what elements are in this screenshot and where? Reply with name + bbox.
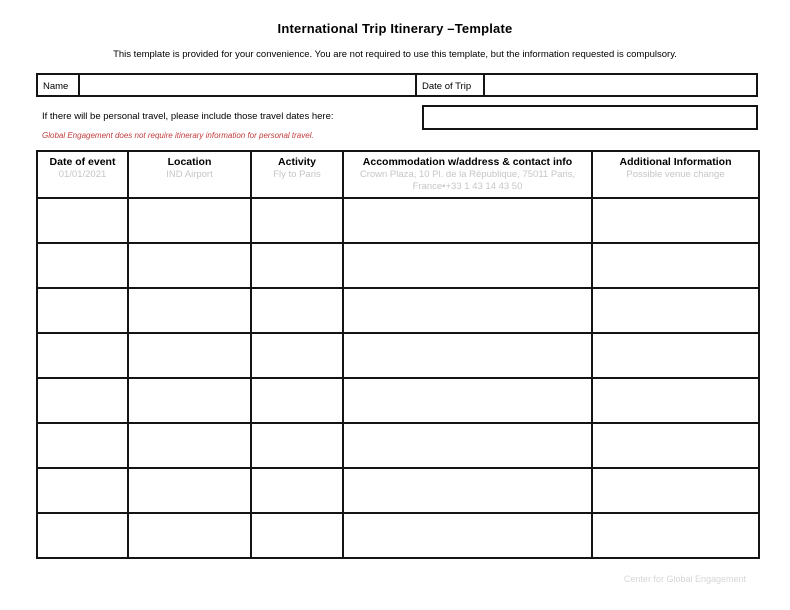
column-header: Activity <box>278 156 316 168</box>
table-cell[interactable] <box>251 243 343 288</box>
table-row <box>37 468 759 513</box>
itinerary-table-body <box>37 151 759 558</box>
page-subtitle: This template is provided for your convenience. You are not required to use this template, but the information requested is compulsory. <box>113 49 677 60</box>
header-cell <box>128 151 251 198</box>
table-cell[interactable] <box>37 288 128 333</box>
table-cell[interactable] <box>37 423 128 468</box>
table-cell[interactable] <box>343 468 592 513</box>
table-cell[interactable] <box>343 333 592 378</box>
example-text: 01/01/2021 <box>58 169 107 180</box>
date-of-trip-field[interactable] <box>485 75 756 95</box>
table-header-row <box>37 151 759 198</box>
table-cell[interactable] <box>592 333 759 378</box>
table-cell[interactable] <box>128 468 251 513</box>
table-cell[interactable] <box>592 513 759 558</box>
column-header: Date of event <box>49 156 116 168</box>
date-of-trip-label: Date of Trip <box>417 75 485 95</box>
table-cell[interactable] <box>37 378 128 423</box>
table-cell[interactable] <box>343 288 592 333</box>
table-cell[interactable] <box>343 423 592 468</box>
footer-text: Center for Global Engagement <box>623 574 746 584</box>
table-cell[interactable] <box>37 198 128 243</box>
table-cell[interactable] <box>592 468 759 513</box>
table-cell[interactable] <box>128 198 251 243</box>
table-cell[interactable] <box>251 423 343 468</box>
table-row <box>37 378 759 423</box>
table-cell[interactable] <box>128 288 251 333</box>
table-cell[interactable] <box>251 513 343 558</box>
itinerary-table <box>36 150 760 559</box>
table-cell[interactable] <box>592 198 759 243</box>
table-cell[interactable] <box>37 333 128 378</box>
table-cell[interactable] <box>343 198 592 243</box>
table-cell[interactable] <box>128 513 251 558</box>
header-cell <box>251 151 343 198</box>
table-cell[interactable] <box>37 468 128 513</box>
example-text: Fly to Paris <box>273 169 321 180</box>
table-cell[interactable] <box>37 243 128 288</box>
header-cell <box>592 151 759 198</box>
table-row <box>37 513 759 558</box>
name-date-row <box>36 73 758 97</box>
table-row <box>37 333 759 378</box>
table-row <box>37 423 759 468</box>
header-cell <box>37 151 128 198</box>
personal-travel-dates-field[interactable] <box>422 105 758 130</box>
table-cell[interactable] <box>592 423 759 468</box>
personal-travel-label: If there will be personal travel, please include those travel dates here: <box>42 111 334 122</box>
table-row <box>37 288 759 333</box>
table-cell[interactable] <box>128 378 251 423</box>
table-cell[interactable] <box>251 468 343 513</box>
table-cell[interactable] <box>343 243 592 288</box>
table-cell[interactable] <box>592 288 759 333</box>
name-label: Name <box>38 75 80 95</box>
example-text: Possible venue change <box>626 169 725 180</box>
table-cell[interactable] <box>128 423 251 468</box>
table-cell[interactable] <box>251 288 343 333</box>
table-row <box>37 198 759 243</box>
page-title: International Trip Itinerary –Template <box>277 21 513 36</box>
table-cell[interactable] <box>128 333 251 378</box>
column-header: Location <box>167 156 212 168</box>
example-text: Crown Plaza, 10 Pl. de la République, 75011 Paris, France•+33 1 43 14 43 50 <box>359 169 576 193</box>
example-text: IND Airport <box>166 169 213 180</box>
column-header: Accommodation w/address & contact info <box>362 156 573 168</box>
table-cell[interactable] <box>251 198 343 243</box>
table-cell[interactable] <box>251 378 343 423</box>
table-cell[interactable] <box>37 513 128 558</box>
name-field[interactable] <box>80 75 417 95</box>
personal-travel-note: Global Engagement does not require itinerary information for personal travel. <box>42 131 314 140</box>
table-cell[interactable] <box>251 333 343 378</box>
column-header: Additional Information <box>619 156 732 168</box>
table-cell[interactable] <box>343 378 592 423</box>
header-cell <box>343 151 592 198</box>
table-row <box>37 243 759 288</box>
table-cell[interactable] <box>592 378 759 423</box>
table-cell[interactable] <box>128 243 251 288</box>
table-cell[interactable] <box>343 513 592 558</box>
table-cell[interactable] <box>592 243 759 288</box>
